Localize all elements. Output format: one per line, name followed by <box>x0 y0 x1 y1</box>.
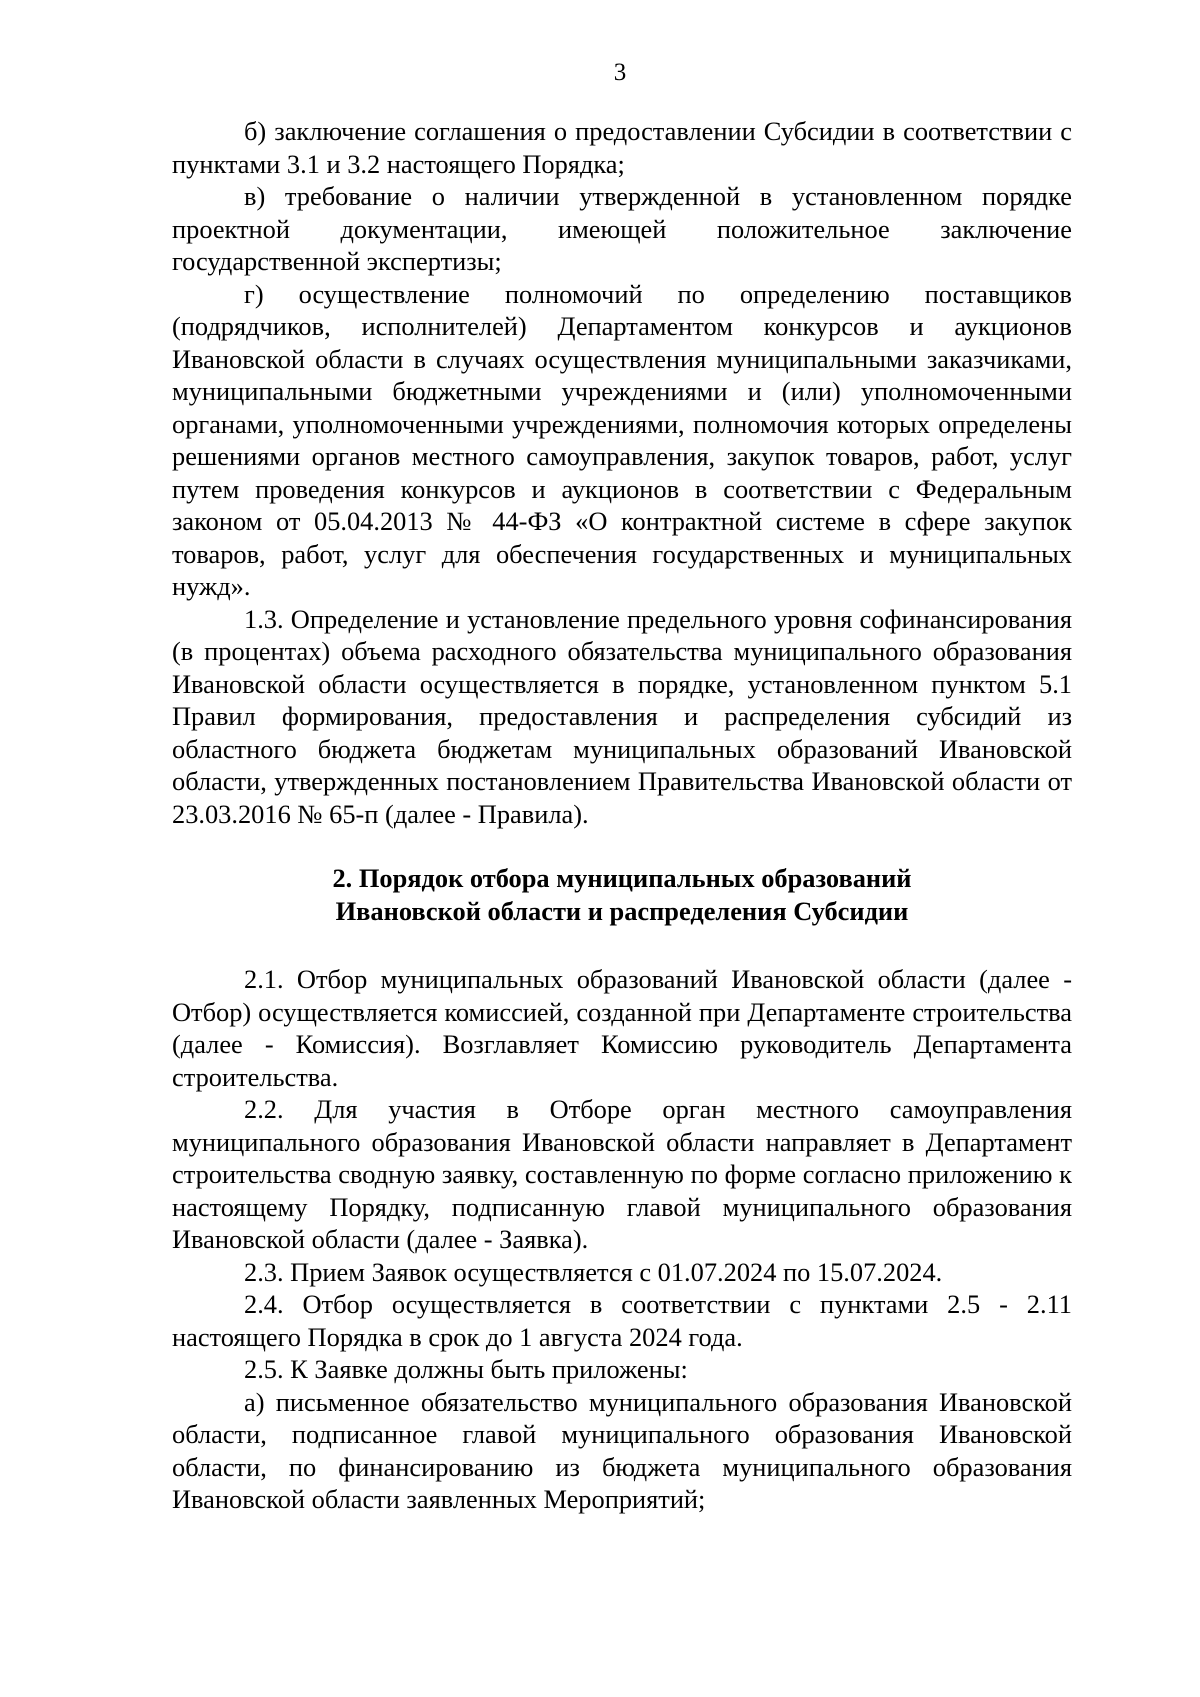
section-heading-line-1: 2. Порядок отбора муниципальных образований <box>332 863 912 893</box>
paragraph-b: б) заключение соглашения о предоставлении Субсидии в соответствии с пунктами 3.1 и 3.2 настоящего Порядка; <box>172 116 1072 179</box>
paragraph-2-2: 2.2. Для участия в Отборе орган местного самоуправления муниципального образования Ивановской области направляет в Департамент строительства сводную заявку, составленную по форме согласно приложению к настоящему Порядку, подписанную главой муниципального образования Ивановской области (далее - Заявка). <box>172 1094 1072 1254</box>
paragraph-2-1: 2.1. Отбор муниципальных образований Ивановской области (далее - Отбор) осуществляется комиссией, созданной при Департаменте строительства (далее - Комиссия). Возглавляет Комиссию руководитель Департамента строительства. <box>172 964 1072 1092</box>
paragraph-g: г) осуществление полномочий по определению поставщиков (подрядчиков, исполнителей) Департаментом конкурсов и аукционов Ивановской области в случаях осуществления муниципальными заказчиками, муниципальными бюджетными учреждениями и (или) уполномоченными органами, уполномоченными учреждениями, полномочия которых определены решениями органов местного самоуправления, закупок товаров, работ, услуг путем проведения конкурсов и аукционов в соответствии с Федеральным законом от 05.04.2013 № 44-ФЗ «О контрактной системе в сфере закупок товаров, работ, услуг для обеспечения государственных и муниципальных нужд». <box>172 278 1072 601</box>
section-heading-line-2: Ивановской области и распределения Субсидии <box>335 895 909 926</box>
paragraph-2-4: 2.4. Отбор осуществляется в соответствии с пунктами 2.5 - 2.11 настоящего Порядка в срок до 1 августа 2024 года. <box>172 1289 1072 1352</box>
paragraph-a: а) письменное обязательство муниципального образования Ивановской области, подписанное главой муниципального образования Ивановской области, по финансированию из бюджета муниципального образования Ивановской области заявленных Мероприятий; <box>172 1386 1072 1514</box>
page-number: 3 <box>613 59 627 86</box>
paragraph-v: в) требование о наличии утвержденной в установленном порядке проектной документации, имеющей положительное заключение государственной экспертизы; <box>172 181 1072 276</box>
paragraph-2-3: 2.3. Прием Заявок осуществляется с 01.07.2024 по 15.07.2024. <box>244 1256 943 1287</box>
paragraph-2-5: 2.5. К Заявке должны быть приложены: <box>244 1354 688 1384</box>
document-body <box>172 115 1072 1516</box>
section-heading <box>172 862 1072 927</box>
paragraph-1-3: 1.3. Определение и установление предельного уровня софинансирования (в процентах) объема расходного обязательства муниципального образования Ивановской области осуществляется в порядке, установленном пунктом 5.1 Правил формирования, предоставления и распределения субсидий из областного бюджета бюджетам муниципальных образований Ивановской области, утвержденных постановлением Правительства Ивановской области от 23.03.2016 № 65-п (далее - Правила). <box>172 603 1072 829</box>
